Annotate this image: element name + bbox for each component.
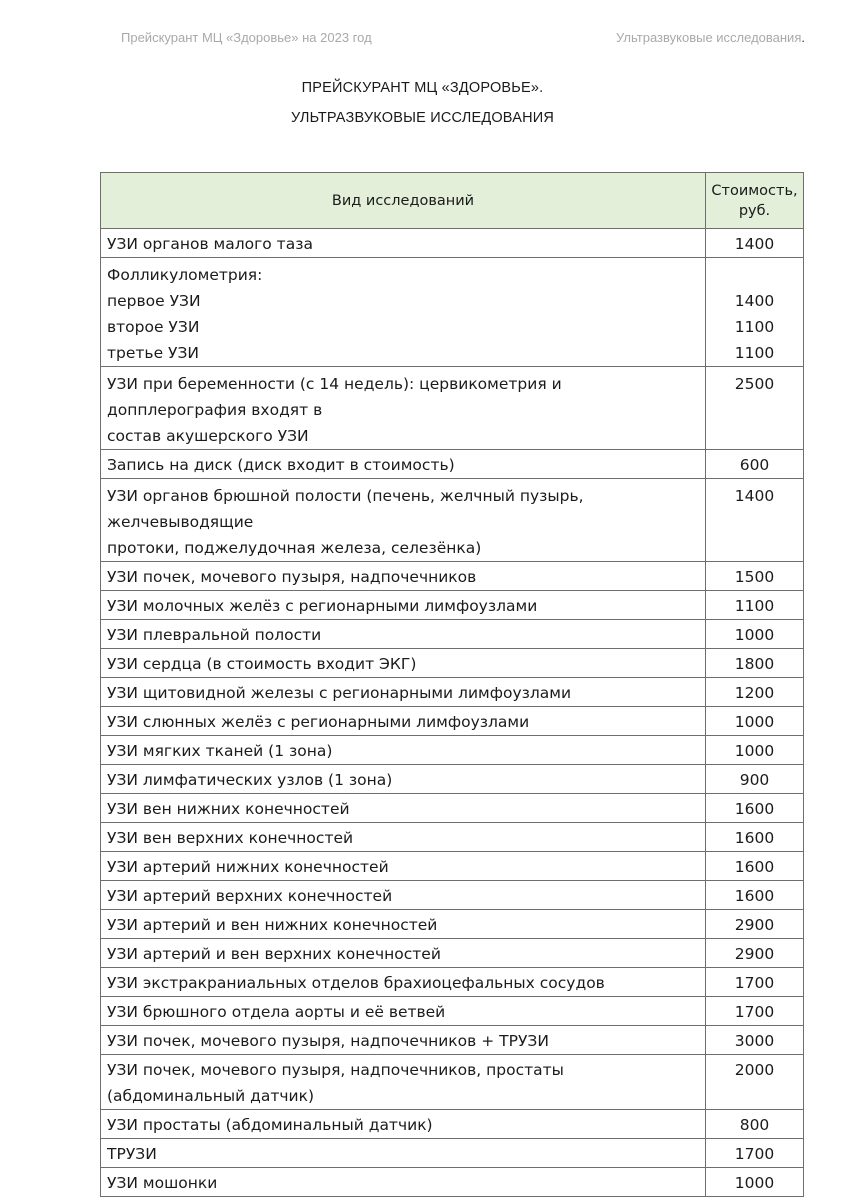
service-name-cell: [101, 1139, 706, 1168]
service-name-cell: [101, 562, 706, 591]
service-name-line: третье УЗИ: [107, 344, 200, 362]
service-name: УЗИ мягких тканей (1 зона): [107, 742, 333, 760]
price-value: 900: [739, 771, 770, 789]
price-value: 1700: [734, 974, 775, 992]
service-name: УЗИ вен нижних конечностей: [107, 800, 350, 818]
service-name: УЗИ почек, мочевого пузыря, надпочечников: [107, 568, 477, 586]
table-row: [101, 910, 804, 939]
price-value: 1800: [734, 655, 775, 673]
price-cell: [706, 794, 804, 823]
price-cell: [706, 678, 804, 707]
price-cell: [706, 939, 804, 968]
service-name-line: протоки, поджелудочная железа, селезёнка): [107, 539, 482, 557]
service-name: УЗИ артерий верхних конечностей: [107, 887, 393, 905]
service-name: УЗИ брюшного отдела аорты и её ветвей: [107, 1003, 446, 1021]
price-value: 1700: [734, 1003, 775, 1021]
header-price-line-1: Стоимость,: [711, 182, 798, 199]
price-value: 2900: [734, 945, 775, 963]
price-value: 3000: [734, 1032, 775, 1050]
price-line: [706, 262, 803, 288]
price-line: 1100: [734, 344, 775, 362]
price-value: 1500: [734, 568, 775, 586]
price-value: 1000: [734, 626, 775, 644]
table-row: [101, 968, 804, 997]
service-name-cell: [101, 620, 706, 649]
price-value: 1600: [734, 829, 775, 847]
service-name-cell: [101, 1168, 706, 1197]
service-name: УЗИ щитовидной железы с регионарными лимфоузлами: [107, 684, 572, 702]
service-name-line: Фолликулометрия:: [107, 266, 263, 284]
service-name: УЗИ артерий нижних конечностей: [107, 858, 389, 876]
service-name: УЗИ артерий и вен нижних конечностей: [107, 916, 438, 934]
header-price: [706, 173, 804, 229]
running-header-left: Прейскурант МЦ «Здоровье» на 2023 год: [121, 30, 372, 45]
price-cell: [706, 1110, 804, 1139]
price-value: 1400: [734, 235, 775, 253]
table-row: [101, 1055, 804, 1110]
price-cell: [706, 881, 804, 910]
price-cell: [706, 229, 804, 258]
table-row: [101, 707, 804, 736]
price-cell: [706, 1055, 804, 1110]
service-name-cell: [101, 823, 706, 852]
service-name: УЗИ слюнных желёз с регионарными лимфоузлами: [107, 713, 530, 731]
service-name-line: состав акушерского УЗИ: [107, 427, 309, 445]
price-cell: [706, 562, 804, 591]
table-row: [101, 229, 804, 258]
price-value: 1100: [734, 597, 775, 615]
service-name-cell: [101, 678, 706, 707]
service-name-cell: [101, 1055, 706, 1110]
service-name-cell: [101, 707, 706, 736]
service-name-cell: [101, 881, 706, 910]
table-row: [101, 794, 804, 823]
price-value: 1400: [734, 487, 775, 505]
service-name-cell: [101, 852, 706, 881]
service-name-line: УЗИ органов брюшной полости (печень, желчный пузырь, желчевыводящие: [107, 487, 584, 531]
table-row: [101, 736, 804, 765]
table-header-row: [101, 173, 804, 229]
price-value: 2000: [734, 1061, 775, 1079]
service-name-cell: [101, 229, 706, 258]
price-cell: [706, 479, 804, 562]
price-cell: [706, 1168, 804, 1197]
price-cell: [706, 649, 804, 678]
service-name-cell: [101, 997, 706, 1026]
price-line: 1400: [734, 292, 775, 310]
service-name: УЗИ мошонки: [107, 1174, 218, 1192]
service-name: УЗИ молочных желёз с регионарными лимфоузлами: [107, 597, 538, 615]
service-name-cell: [101, 1026, 706, 1055]
service-name-cell: [101, 258, 706, 367]
price-value: 1600: [734, 858, 775, 876]
price-value: 600: [739, 456, 770, 474]
service-name: Запись на диск (диск входит в стоимость): [107, 456, 455, 474]
table-row: [101, 997, 804, 1026]
price-cell: [706, 620, 804, 649]
price-cell: [706, 910, 804, 939]
service-name-cell: [101, 367, 706, 450]
table-row: [101, 1168, 804, 1197]
price-cell: [706, 823, 804, 852]
service-name: УЗИ плевральной полости: [107, 626, 322, 644]
table-row: [101, 678, 804, 707]
title-line-1: ПРЕЙСКУРАНТ МЦ «ЗДОРОВЬЕ».: [301, 80, 544, 96]
price-cell: [706, 968, 804, 997]
table-row: [101, 562, 804, 591]
service-name: УЗИ лимфатических узлов (1 зона): [107, 771, 393, 789]
service-name-cell: [101, 450, 706, 479]
table-row: [101, 1139, 804, 1168]
service-name-cell: [101, 910, 706, 939]
service-name-cell: [101, 1110, 706, 1139]
running-header: [0, 28, 845, 48]
table-row: [101, 852, 804, 881]
service-name-cell: [101, 765, 706, 794]
price-cell: [706, 258, 804, 367]
service-name-cell: [101, 591, 706, 620]
table-row: [101, 258, 804, 367]
service-name-cell: [101, 649, 706, 678]
table-row: [101, 591, 804, 620]
service-name: УЗИ вен верхних конечностей: [107, 829, 354, 847]
table-row: [101, 1026, 804, 1055]
price-value: 1600: [734, 800, 775, 818]
price-value: 2900: [734, 916, 775, 934]
price-line: 1100: [734, 318, 775, 336]
table-row: [101, 649, 804, 678]
service-name-cell: [101, 794, 706, 823]
price-cell: [706, 707, 804, 736]
table-row: [101, 939, 804, 968]
price-cell: [706, 367, 804, 450]
price-cell: [706, 591, 804, 620]
service-name: УЗИ сердца (в стоимость входит ЭКГ): [107, 655, 417, 673]
service-name: ТРУЗИ: [107, 1145, 157, 1163]
price-cell: [706, 765, 804, 794]
price-value: 1000: [734, 1174, 775, 1192]
price-table: [100, 172, 804, 1197]
service-name-cell: [101, 939, 706, 968]
table-row: [101, 450, 804, 479]
price-value: 1700: [734, 1145, 775, 1163]
header-price-line-2: руб.: [738, 202, 771, 219]
price-value: 1000: [734, 713, 775, 731]
price-cell: [706, 450, 804, 479]
service-name-line: УЗИ при беременности (с 14 недель): цервикометрия и допплерография входят в: [107, 375, 562, 419]
document-title: [0, 80, 845, 130]
service-name: УЗИ артерий и вен верхних конечностей: [107, 945, 441, 963]
service-name: УЗИ простаты (абдоминальный датчик): [107, 1116, 433, 1134]
service-name: УЗИ экстракраниальных отделов брахиоцефальных сосудов: [107, 974, 605, 992]
service-name-cell: [101, 736, 706, 765]
price-cell: [706, 997, 804, 1026]
price-value: 1000: [734, 742, 775, 760]
service-name-line: первое УЗИ: [107, 292, 201, 310]
table-row: [101, 881, 804, 910]
price-cell: [706, 736, 804, 765]
service-name: УЗИ почек, мочевого пузыря, надпочечников + ТРУЗИ: [107, 1032, 549, 1050]
service-name-line: второе УЗИ: [107, 318, 200, 336]
price-value: 800: [739, 1116, 770, 1134]
service-name-cell: [101, 479, 706, 562]
table-row: [101, 823, 804, 852]
service-name-cell: [101, 968, 706, 997]
table-row: [101, 1110, 804, 1139]
price-value: 2500: [734, 375, 775, 393]
price-cell: [706, 852, 804, 881]
table-row: [101, 620, 804, 649]
table-row: [101, 367, 804, 450]
service-name: УЗИ органов малого таза: [107, 235, 313, 253]
running-header-right: [616, 30, 805, 45]
price-value: 1200: [734, 684, 775, 702]
price-cell: [706, 1026, 804, 1055]
price-value: 1600: [734, 887, 775, 905]
running-header-right-text: Ультразвуковые исследования: [616, 30, 802, 45]
table-row: [101, 765, 804, 794]
service-name: УЗИ почек, мочевого пузыря, надпочечников, простаты (абдоминальный датчик): [107, 1061, 564, 1105]
price-cell: [706, 1139, 804, 1168]
running-header-right-dot: .: [801, 30, 805, 45]
price-table-body: [101, 229, 804, 1197]
header-service-name: Вид исследований: [101, 173, 706, 229]
title-line-2: УЛЬТРАЗВУКОВЫЕ ИССЛЕДОВАНИЯ: [290, 110, 555, 126]
table-row: [101, 479, 804, 562]
